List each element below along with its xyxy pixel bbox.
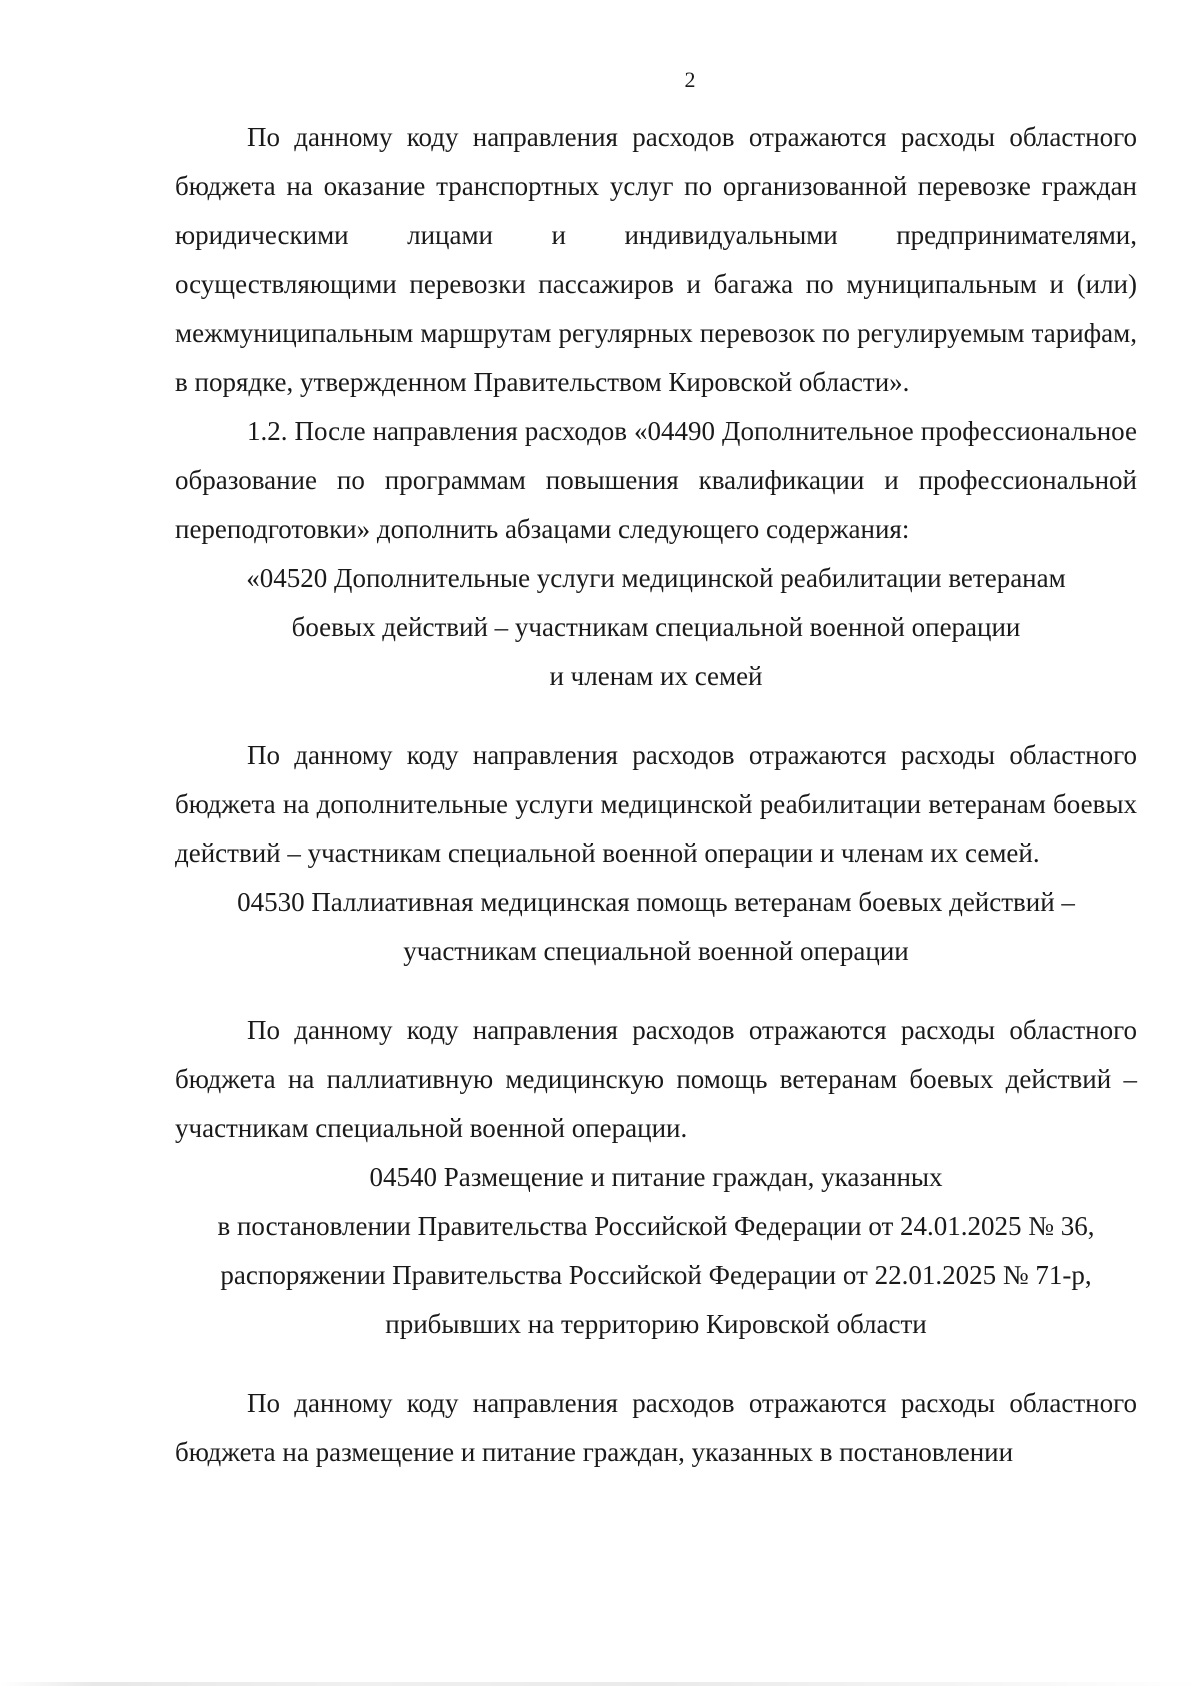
heading-04520 [175,554,1137,701]
paragraph-04530-description: По данному коду направления расходов отражаются расходы областного бюджета на паллиативную медицинскую помощь ветеранам боевых действий – участникам специальной военной операции. [175,1015,1137,1143]
heading-04540-line-1: 04540 Размещение и питание граждан, указанных [369,1162,943,1192]
paragraph-amendment-1-2: 1.2. После направления расходов «04490 Дополнительное профессиональное образование по программам повышения квалификации и профессиональной переподготовки» дополнить абзацами следующего содержания: [175,416,1137,544]
paragraph-04540-description: По данному коду направления расходов отражаются расходы областного бюджета на размещение и питание граждан, указанных в постановлении [175,1388,1137,1467]
heading-04540-line-2: в постановлении Правительства Российской Федерации от 24.01.2025 № 36, [217,1211,1095,1241]
heading-04520-line-1: «04520 Дополнительные услуги медицинской реабилитации ветеранам [246,563,1066,593]
heading-04540 [175,1153,1137,1349]
heading-04530 [175,878,1137,976]
scan-edge-artifact [0,1682,1200,1686]
paragraph-transport-services: По данному коду направления расходов отражаются расходы областного бюджета на оказание транспортных услуг по организованной перевозке граждан юридическими лицами и индивидуальными предпринимателями, осуществляющими перевозки пассажиров и багажа по муниципальным и (или) межмуниципальным маршрутам регулярных перевозок по регулируемым тарифам, в порядке, утвержденном Правительством Кировской области». [175,122,1137,397]
document-body [175,113,1137,1477]
heading-04520-line-3: и членам их семей [549,661,763,691]
heading-04540-line-4: прибывших на территорию Кировской области [385,1309,927,1339]
heading-04520-line-2: боевых действий – участникам специальной военной операции [291,612,1021,642]
page-number: 2 [684,67,696,92]
heading-04530-line-2: участникам специальной военной операции [403,936,909,966]
paragraph-04520-description: По данному коду направления расходов отражаются расходы областного бюджета на дополнительные услуги медицинской реабилитации ветеранам боевых действий – участникам специальной военной операции и членам их семей. [175,740,1137,868]
heading-04540-line-3: распоряжении Правительства Российской Федерации от 22.01.2025 № 71-р, [220,1260,1092,1290]
heading-04530-line-1: 04530 Паллиативная медицинская помощь ветеранам боевых действий – [237,887,1075,917]
